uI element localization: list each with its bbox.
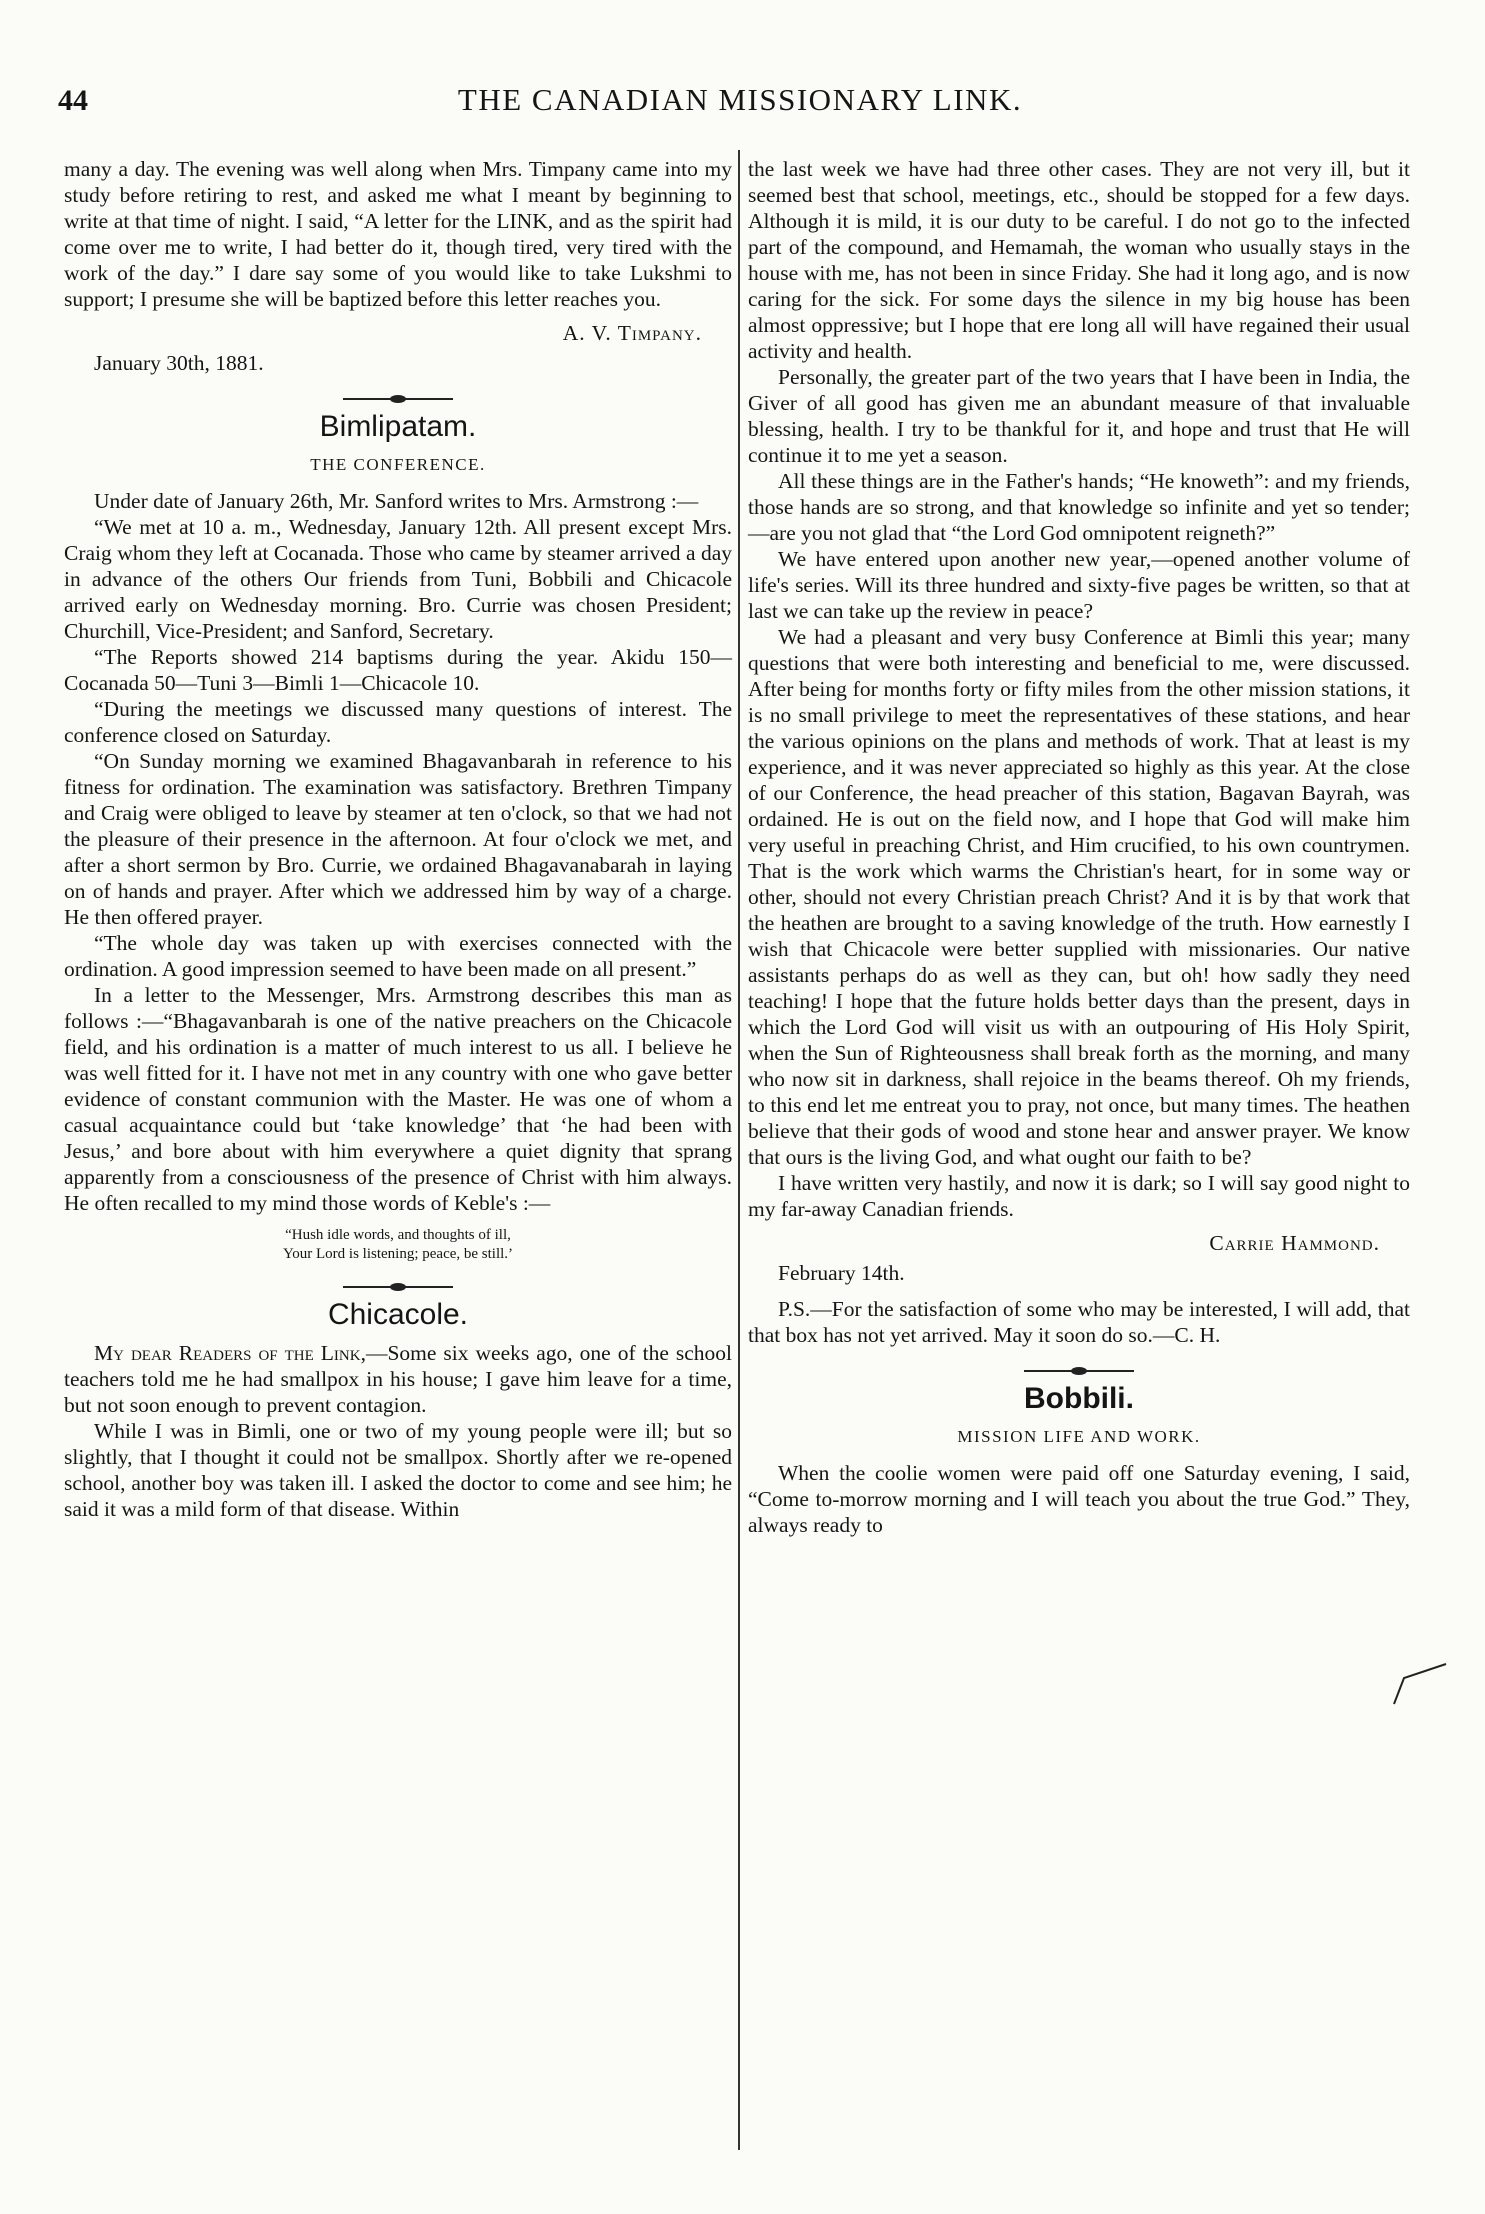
- salutation: My dear Readers of the Link,: [94, 1341, 366, 1365]
- paragraph-text: —Some six weeks ago, one of the school teachers told me he had smallpox in his house; I gave him leave for a time, but not soon enough to prevent contagion.: [64, 1341, 732, 1417]
- paragraph: Personally, the greater part of the two years that I have been in India, the Giver of all good has given me an abundant measure of that invaluable blessing, health. I try to be thankful for it, and hope and trust that He will continue it to me yet a season.: [748, 365, 1410, 467]
- paragraph: the last week we have had three other cases. They are not very ill, but it seemed best that school, meetings, etc., should be stopped for a few days. Although it is mild, it is our duty to be careful. I do not go to the infected part of the compound, and Hemamah, the woman who usually stays in the house with me, has not been in since Friday. She had it long ago, and is now caring for the sick. For some days the silence in my big house has been almost oppressive; but I hope that ere long all will have regained their usual activity and health.: [748, 157, 1410, 363]
- letter-date: February 14th.: [778, 1261, 905, 1285]
- column-divider: [738, 150, 740, 2150]
- signature-hammond: Carrie Hammond.: [1209, 1231, 1380, 1255]
- letter-continuation: many a day. The evening was well along when Mrs. Timpany came into my study before retiring to rest, and asked me what I meant by beginning to write at that time of night. I said, “A letter for the LINK, and as the spirit had come over me to write, I had better do it, though tired, very tired with the work of the day.” I dare say some of you would like to take Lukshmi to support; I presume she will be baptized before this letter reaches you.: [64, 157, 732, 311]
- paragraph: “On Sunday morning we examined Bhagavanbarah in reference to his fitness for ordination. The examination was satisfactory. Brethren Timpany and Craig were obliged to leave by steamer at ten o'clock, so that we had not the pleasure of their presence in the afternoon. At four o'clock we met, and after a short sermon by Bro. Currie, we ordained Bhagavanabarah in laying on of hands and prayer. After which we addressed him by way of a charge. He then offered prayer.: [64, 749, 732, 929]
- page-number: 44: [58, 84, 88, 117]
- subheading-conference: THE CONFERENCE.: [310, 455, 486, 474]
- subheading-mission-life: MISSION LIFE AND WORK.: [957, 1427, 1201, 1446]
- paragraph: While I was in Bimli, one or two of my young people were ill; but so slightly, that I thought it could not be smallpox. Shortly after we re-opened school, another boy was taken ill. I asked the doctor to come and see him; he said it was a mild form of that disease. Within: [64, 1419, 732, 1521]
- paragraph: Under date of January 26th, Mr. Sanford writes to Mrs. Armstrong :—: [94, 489, 699, 513]
- heading-bobbili: Bobbili.: [1024, 1382, 1134, 1415]
- paragraph: All these things are in the Father's hands; “He knoweth”: and my friends, those hands are so strong, and that knowledge so infinite and yet so tender;—are you not glad that “the Lord God omnipotent reigneth?”: [748, 469, 1410, 545]
- paragraph: I have written very hastily, and now it is dark; so I will say good night to my far-away Canadian friends.: [748, 1171, 1410, 1221]
- paragraph: We have entered upon another new year,—opened another volume of life's series. Will its three hundred and sixty-five pages be written, so that at last we can take up the review in peace?: [748, 547, 1410, 623]
- heading-chicacole: Chicacole.: [327, 1298, 469, 1331]
- letter-date: January 30th, 1881.: [94, 351, 264, 375]
- paragraph: “The whole day was taken up with exercises connected with the ordination. A good impression seemed to have been made on all present.”: [64, 931, 732, 981]
- section-ornament: [343, 1286, 453, 1288]
- running-title: THE CANADIAN MISSIONARY LINK.: [457, 82, 1023, 117]
- paragraph: “During the meetings we discussed many questions of interest. The conference closed on Saturday.: [64, 697, 732, 747]
- poem-quote: [64, 1226, 732, 1264]
- heading-bimlipatam: Bimlipatam.: [319, 410, 477, 443]
- poem-line: Your Lord is listening; peace, be still.’: [282, 1246, 514, 1262]
- paragraph: When the coolie women were paid off one Saturday evening, I said, “Come to-morrow morning and I will teach you about the true God.” They, always ready to: [748, 1461, 1410, 1537]
- paragraph: [64, 1340, 732, 1418]
- signature-timpany: A. V. Timpany.: [562, 321, 702, 345]
- postscript: P.S.—For the satisfaction of some who may be interested, I will add, that that box has not yet arrived. May it soon do so.—C. H.: [748, 1297, 1410, 1347]
- left-column: [64, 156, 732, 1522]
- section-ornament: [1024, 1370, 1134, 1372]
- paragraph: “We met at 10 a. m., Wednesday, January 12th. All present except Mrs. Craig whom they left at Cocanada. Those who came by steamer arrived a day in advance of the others Our friends from Tuni, Bobbili and Chicacole arrived early on Wednesday morning. Bro. Currie was chosen President; Churchill, Vice-President; and Sanford, Secretary.: [64, 515, 732, 643]
- section-ornament: [343, 398, 453, 400]
- paragraph: In a letter to the Messenger, Mrs. Armstrong describes this man as follows :—“Bhagavanbarah is one of the native preachers on the Chicacole field, and his ordination is a matter of much interest to us all. I believe he was well fitted for it. I have not met in any country with one who gave better evidence of constant communion with the Master. He was one of whom a casual acquaintance could but ‘take knowledge’ that ‘he had been with Jesus,’ and bore about with him everywhere a quiet dignity that sprang apparently from a consciousness of the presence of Christ with him always. He often recalled to my mind those words of Keble's :—: [64, 983, 732, 1215]
- paragraph: “The Reports showed 214 baptisms during the year. Akidu 150—Cocanada 50—Tuni 3—Bimli 1—Chicacole 10.: [64, 645, 732, 695]
- right-column: [748, 156, 1410, 1538]
- poem-line: “Hush idle words, and thoughts of ill,: [285, 1227, 511, 1243]
- paragraph: We had a pleasant and very busy Conference at Bimli this year; many questions that were both interesting and beneficial to me, were discussed. After being for months forty or fifty miles from the other mission stations, it is no small privilege to meet the representatives of these stations, and hear the various opinions on the plans and methods of work. That at least is my experience, and it was never appreciated so highly as this year. At the close of our Conference, the head preacher of this station, Bagavan Bayrah, was ordained. He is out on the field now, and I hope that God will make him very useful in preaching Christ, and Him crucified, to his own countrymen. That is the work which warms the Christian's heart, for in some way or other, should not every Christian preach Christ? And it is by that work that the heathen are brought to a saving knowledge of the truth. How earnestly I wish that Chicacole were better supplied with missionaries. Our native assistants perhaps do as well as they can, but oh! how sadly they need teaching! I hope that the future holds better days than the present, days in which the Lord God will visit us with an outpouring of His Holy Spirit, when the Sun of Righteousness shall break forth as the morning, and many who now sit in darkness, shall rejoice in the beams thereof. Oh my friends, to this end let me entreat you to pray, not once, but many times. The heathen believe that their gods of wood and stone hear and answer prayer. We know that ours is the living God, and what ought our faith to be?: [748, 625, 1410, 1169]
- pen-mark: [1390, 1660, 1450, 1710]
- page-header: [40, 78, 1440, 128]
